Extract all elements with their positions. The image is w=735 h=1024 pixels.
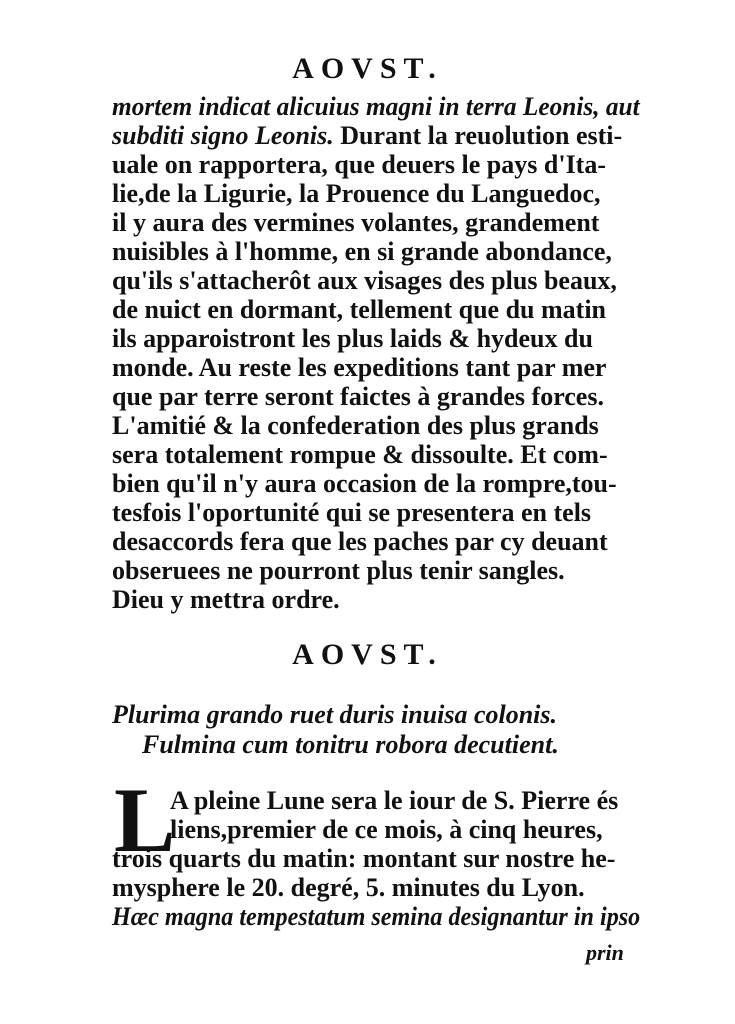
text-line: trois quarts du matin: montant sur nostre he- bbox=[112, 844, 616, 873]
text-line: sera totalement rompue & dissoulte. Et com- bbox=[112, 440, 608, 469]
text-line: qu'ils s'attacherôt aux visages des plus beaux, bbox=[112, 266, 617, 295]
text-line: liens,premier de ce mois, à cinq heures, bbox=[170, 815, 603, 844]
text-line: L'amitié & la confederation des plus grands bbox=[112, 411, 599, 440]
text-line: subditi signo Leonis. Durant la reuolution esti- bbox=[112, 121, 623, 150]
text-line: bien qu'il n'y aura occasion de la rompre,tou- bbox=[112, 469, 617, 498]
text-line: uale on rapportera, que deuers le pays d'Ita- bbox=[112, 150, 606, 179]
text-line: nuisibles à l'homme, en si grande abondance, bbox=[112, 237, 612, 266]
month-heading-top: AOVST. bbox=[292, 52, 443, 85]
text-line: ils apparoistront les plus laids & hydeux du bbox=[112, 324, 593, 353]
verse-line: Plurima grando ruet duris inuisa colonis. bbox=[112, 700, 558, 729]
drop-cap-letter: L bbox=[114, 769, 176, 871]
text-line: A pleine Lune sera le iour de S. Pierre és bbox=[170, 786, 619, 815]
verse-line: Fulmina cum tonitru robora decutient. bbox=[142, 730, 559, 759]
text-line: monde. Au reste les expeditions tant par mer bbox=[112, 353, 607, 382]
text-line: mortem indicat alicuius magni in terra Leonis, aut bbox=[112, 92, 640, 121]
text-line: obseruees ne pourront plus tenir sangles. bbox=[112, 556, 565, 585]
text-line: Hæc magna tempestatum semina designantur in ipso bbox=[112, 902, 641, 931]
text-line: desaccords fera que les paches par cy deuant bbox=[112, 527, 608, 556]
text-line: que par terre seront faictes à grandes forces. bbox=[112, 382, 604, 411]
text-line: il y aura des vermines volantes, grandement bbox=[112, 208, 600, 237]
text-line: lie,de la Ligurie, la Prouence du Languedoc, bbox=[112, 179, 601, 208]
text-line: tesfois l'oportunité qui se presentera en tels bbox=[112, 498, 592, 527]
text-line: mysphere le 20. degré, 5. minutes du Lyon. bbox=[112, 873, 585, 902]
text-line: Dieu y mettra ordre. bbox=[112, 585, 340, 614]
month-heading-second: AOVST. bbox=[292, 638, 443, 671]
text-line: de nuict en dormant, tellement que du matin bbox=[112, 295, 606, 324]
catchword: prin bbox=[586, 940, 624, 965]
